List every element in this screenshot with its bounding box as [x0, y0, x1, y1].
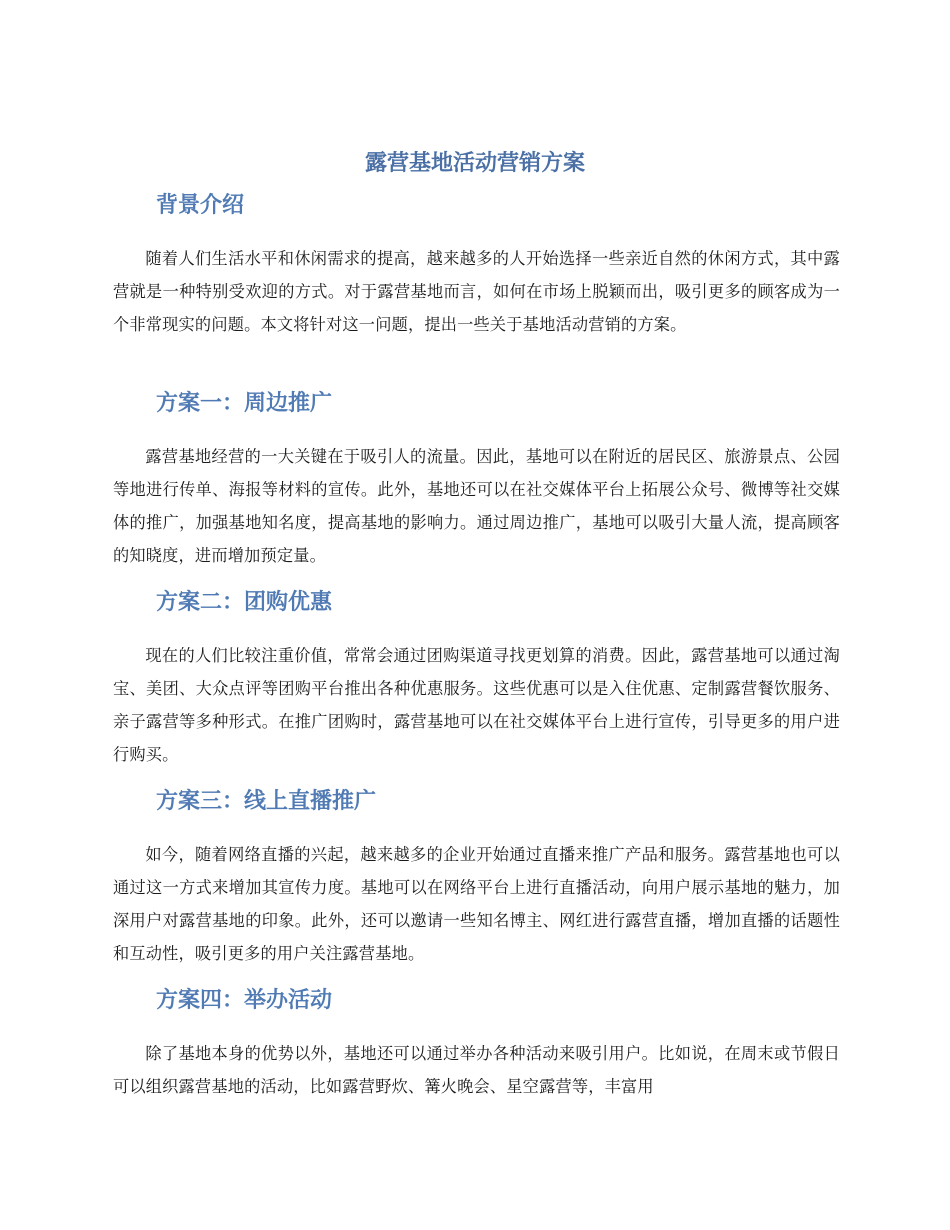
section-heading: 方案三：线上直播推广 — [156, 789, 377, 814]
section-plan-three — [113, 786, 840, 970]
section-plan-two — [113, 587, 840, 771]
section-paragraph: 露营基地经营的一大关键在于吸引人的流量。因此，基地可以在附近的居民区、旅游景点、公园等地进行传单、海报等材料的宣传。此外，基地还可以在社交媒体平台上拓展公众号、微博等社交媒体的推广，加强基地知名度，提高基地的影响力。通过周边推广，基地可以吸引大量人流，提高顾客的知晓度，进而增加预定量。 — [113, 447, 840, 565]
section-heading: 方案一：周边推广 — [156, 391, 333, 416]
section-paragraph: 现在的人们比较注重价值，常常会通过团购渠道寻找更划算的消费。因此，露营基地可以通过淘宝、美团、大众点评等团购平台推出各种优惠服务。这些优惠可以是入住优惠、定制露营餐饮服务、亲子露营等多种形式。在推广团购时，露营基地可以在社交媒体平台上进行宣传，引导更多的用户进行购买。 — [113, 646, 840, 764]
document-title: 露营基地活动营销方案 — [364, 151, 585, 176]
section-paragraph: 如今，随着网络直播的兴起，越来越多的企业开始通过直播来推广产品和服务。露营基地也可以通过这一方式来增加其宣传力度。基地可以在网络平台上进行直播活动，向用户展示基地的魅力，加深用户对露营基地的印象。此外，还可以邀请一些知名博主、网红进行露营直播，增加直播的话题性和互动性，吸引更多的用户关注露营基地。 — [113, 845, 840, 963]
section-background — [113, 190, 840, 341]
section-plan-one — [113, 388, 840, 572]
section-heading: 背景介绍 — [156, 193, 245, 218]
section-paragraph: 除了基地本身的优势以外，基地还可以通过举办各种活动来吸引用户。比如说，在周末或节假日可以组织露营基地的活动，比如露营野炊、篝火晚会、星空露营等，丰富用 — [113, 1044, 840, 1096]
section-paragraph: 随着人们生活水平和休闲需求的提高，越来越多的人开始选择一些亲近自然的休闲方式，其中露营就是一种特别受欢迎的方式。对于露营基地而言，如何在市场上脱颖而出，吸引更多的顾客成为一个非常现实的问题。本文将针对这一问题，提出一些关于基地活动营销的方案。 — [113, 249, 840, 334]
section-heading: 方案四：举办活动 — [156, 988, 333, 1013]
section-heading: 方案二：团购优惠 — [156, 590, 333, 615]
section-plan-four — [113, 985, 840, 1103]
